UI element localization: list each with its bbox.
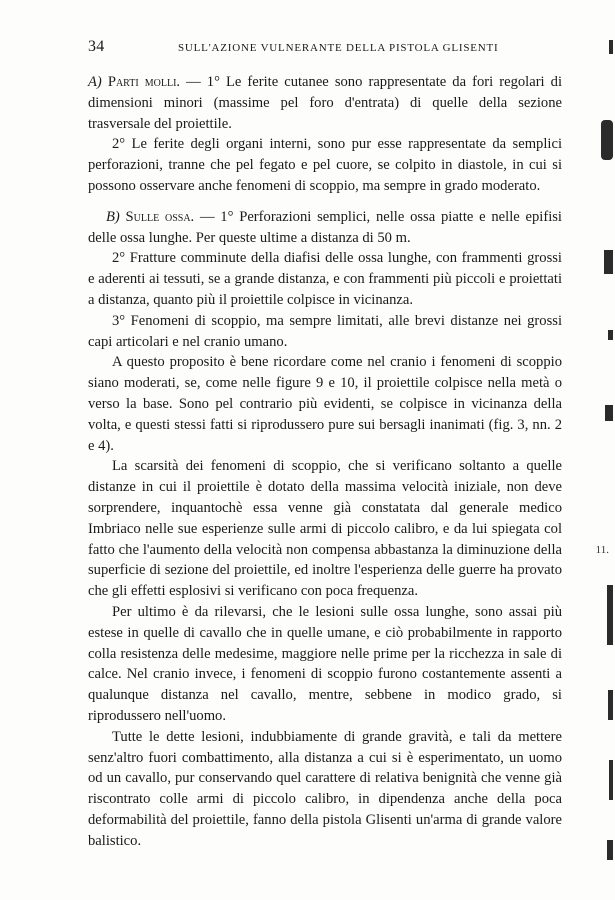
section-label: A) [88,74,102,90]
paragraph: Tutte le dette lesioni, indubbiamente di grande gravità, e tali da mettere senz'altro fuori combattimento, alla distanza a cui si è esperimentato, un uomo od un cavallo, pur conservando quel carattere di relativa benignità che venne già riscontrato colle armi di piccolo calibro, in dipendenza anche della poca deformabilità del proiettile, fanno della pistola Glisenti un'arma di grande valore balistico. [88,728,562,849]
margin-mark: 11. [595,544,609,556]
scan-mark [605,405,613,421]
section-b-item-3: 3° Fenomeni di scoppio, ma sempre limitati, alle brevi distanze nei grossi capi articolari e nel cranio umano. [88,312,562,350]
page-edge-scan-artifacts [589,0,615,900]
scan-mark [607,585,613,645]
body-text [88,72,562,851]
section-b-item-2: 2° Fratture comminute della diafisi delle ossa lunghe, con frammenti grossi e aderenti ai tessuti, se a grande distanza, e con frammenti più piccoli e proiettati a distanza, quanto più il proiettile colpisce in vicinanza. [88,250,562,308]
section-a-item-1 [88,72,562,134]
scan-mark [604,250,613,274]
section-a-item-2: 2° Le ferite degli organi interni, sono pur esse rappresentate da semplici perforazioni, tranne che pel fegato e pel cuore, se colpito in diastole, in cui si possono osservare anche fenomeni di scoppio, ma sempre in grado moderato. [88,136,562,194]
scan-mark [609,760,613,800]
section-heading: Sulle ossa. [125,208,195,225]
running-title: SULL'AZIONE VULNERANTE DELLA PISTOLA GLISENTI [178,42,499,54]
page-number: 34 [88,38,105,55]
paragraph: A questo proposito è bene ricordare come nel cranio i fenomeni di scoppio siano moderati, se, come nelle figure 9 e 10, il proiettile colpisce nella metà o verso la base. Sono pel contrario più evidenti, se colpisce in vicinanza della volta, e questi stessi fatti si riprodussero pure sui bersagli inanimati (fig. 3, nn. 2 e 4). [88,354,562,454]
paragraph: Per ultimo è da rilevarsi, che le lesioni sulle ossa lunghe, sono assai più estese in quelle di cavallo che in quelle umane, e ciò probabilmente in rapporto colla resistenza delle medesime, maggiore nelle prime per la ricchezza in sale di calce. Nel cranio invece, i fenomeni di scoppio furono costantemente assenti a qualunque distanza nel cavallo, mentre, sebbene in modico grado, si riprodussero nell'uomo. [88,603,562,724]
page-header [88,38,562,60]
scan-mark [601,120,613,160]
page [88,38,562,851]
scan-mark [609,40,613,54]
paragraph: — 1° Perforazioni semplici, nelle ossa piatte e nelle epifisi delle ossa lunghe. Per queste ultime a distanza di 50 m. [88,208,562,246]
scan-mark [608,690,613,720]
section-heading: Parti molli. [107,74,181,90]
scan-mark [607,840,613,860]
section-b-item-1 [88,207,562,249]
scan-mark [608,330,613,340]
paragraph: — 1° Le ferite cutanee sono rappresentate da fori regolari di dimensioni minori (massime pel foro d'entrata) di quelle della sezione trasversale del proiettile. [88,74,563,132]
section-label: B) [106,208,120,225]
paragraph: La scarsità dei fenomeni di scoppio, che si verificano soltanto a quelle distanze in cui il proiettile è dotato della massima velocità iniziale, non deve sorprendere, inquantochè essa venne già constatata dal generale medico Imbriaco nelle sue esperienze sulle armi di piccolo calibro, e da lui spiegata col fatto che l'aumento della velocità non compensa abbastanza la diminuzione della superficie di sezione del proiettile, ed inoltre l'esperienza delle guerre ha provato che gli effetti esplosivi si verificano con poca frequenza. [88,458,562,600]
